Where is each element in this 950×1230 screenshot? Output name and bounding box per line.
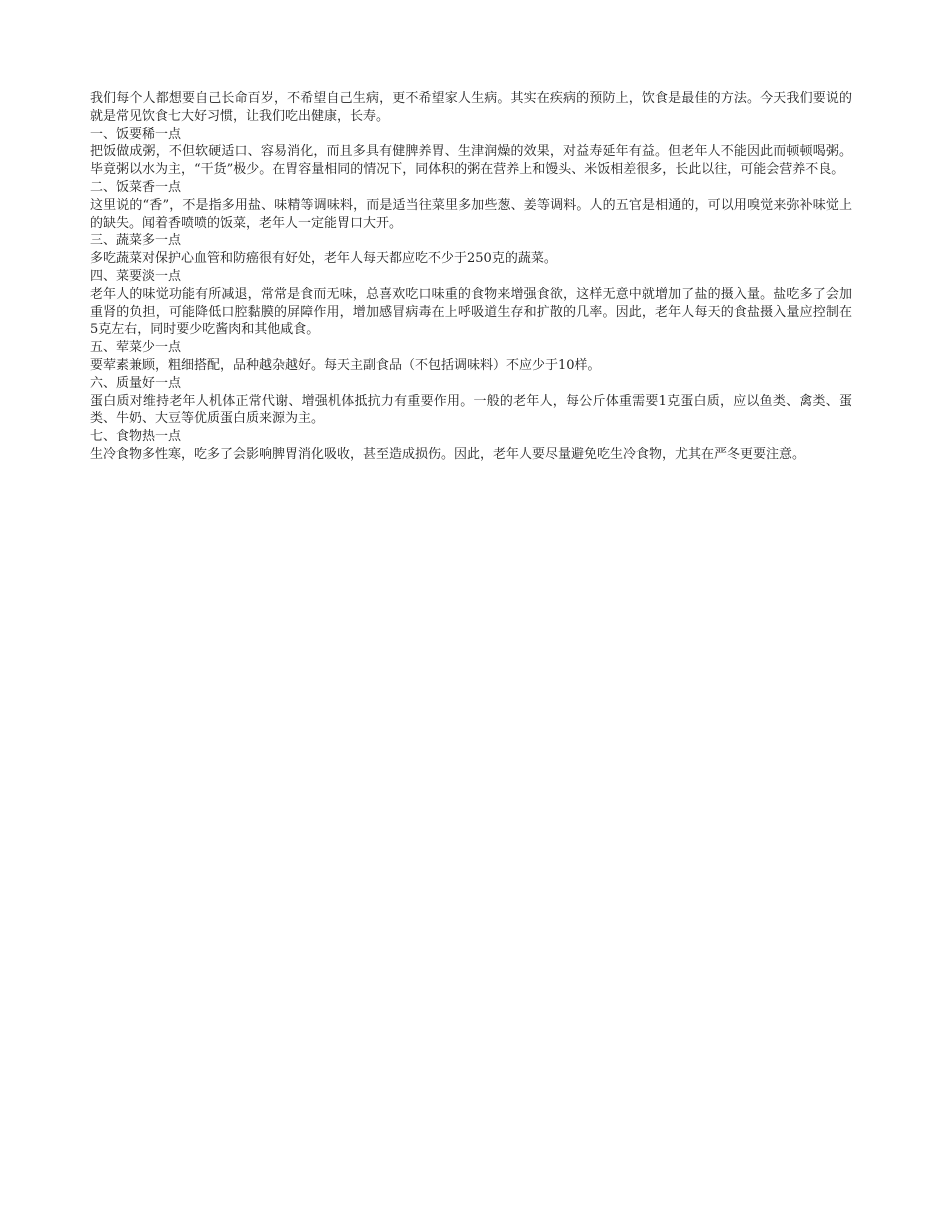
- section-paragraph: 生冷食物多性寒，吃多了会影响脾胃消化吸收，甚至造成损伤。因此，老年人要尽量避免吃生冷食物，尤其在严冬更要注意。: [90, 446, 806, 462]
- section-paragraph: 把饭做成粥，不但软硬适口、容易消化，而且多具有健脾养胃、生津润燥的效果，对益寿延年有益。但老年人不能因此而顿顿喝粥。毕竟粥以水为主，“干货”极少。在胃容量相同的情况下，同体积的粥在营养上和馒头、米饭相差很多，长此以往，可能会营养不良。: [90, 144, 852, 178]
- section-heading: 六、质量好一点: [90, 375, 182, 391]
- section-heading: 三、蔬菜多一点: [90, 233, 182, 249]
- article-body: [90, 90, 852, 464]
- section-heading: 五、荤菜少一点: [90, 340, 182, 356]
- section-heading: 一、饭要稀一点: [90, 126, 182, 142]
- section-heading: 四、菜要淡一点: [90, 268, 182, 284]
- section-paragraph: 蛋白质对维持老年人机体正常代谢、增强机体抵抗力有重要作用。一般的老年人，每公斤体重需要1克蛋白质，应以鱼类、禽类、蛋类、牛奶、大豆等优质蛋白质来源为主。: [90, 393, 852, 427]
- section-paragraph: 要荤素兼顾，粗细搭配，品种越杂越好。每天主副食品（不包括调味料）不应少于10样。: [90, 357, 601, 373]
- intro-paragraph: 我们每个人都想要自己长命百岁，不希望自己生病，更不希望家人生病。其实在疾病的预防上，饮食是最佳的方法。今天我们要说的就是常见饮食七大好习惯，让我们吃出健康，长寿。: [90, 91, 852, 124]
- section-paragraph: 多吃蔬菜对保护心血管和防癌很有好处，老年人每天都应吃不少于250克的蔬菜。: [90, 251, 557, 267]
- section-paragraph: 老年人的味觉功能有所减退，常常是食而无味，总喜欢吃口味重的食物来增强食欲，这样无意中就增加了盐的摄入量。盐吃多了会加重肾的负担，可能降低口腔黏膜的屏障作用，增加感冒病毒在上呼吸道生存和扩散的几率。因此，老年人每天的食盐摄入量应控制在5克左右，同时要少吃酱肉和其他咸食。: [90, 286, 852, 338]
- section-paragraph: 这里说的“香”，不是指多用盐、味精等调味料，而是适当往菜里多加些葱、姜等调料。人的五官是相通的，可以用嗅觉来弥补味觉上的缺失。闻着香喷喷的饭菜，老年人一定能胃口大开。: [90, 197, 852, 231]
- section-heading: 七、食物热一点: [90, 429, 182, 445]
- section-heading: 二、饭菜香一点: [90, 179, 182, 195]
